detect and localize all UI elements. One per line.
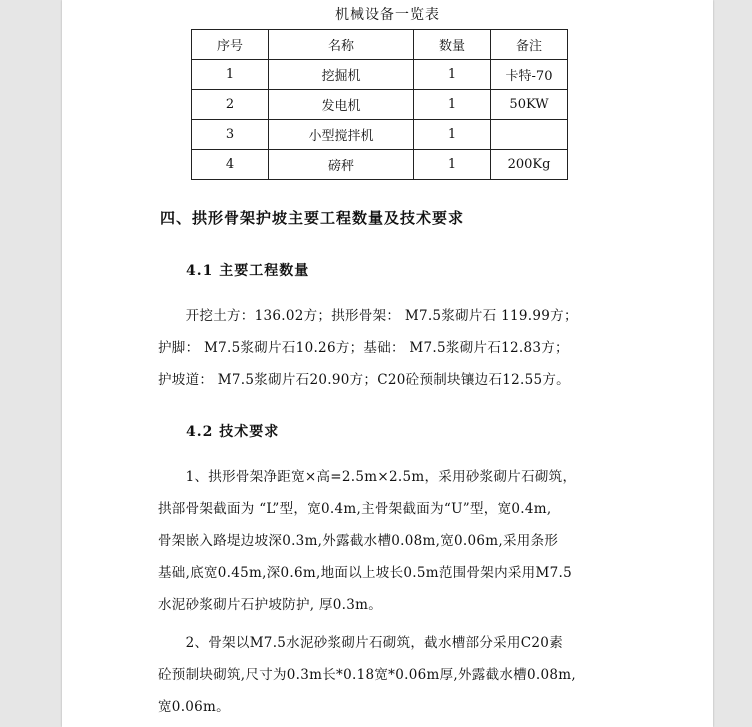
- requirement-2-paragraph: [158, 627, 598, 723]
- table-cell: [491, 120, 568, 150]
- table-header-cell: 名称: [269, 30, 414, 60]
- table-cell: 4: [192, 150, 269, 180]
- table-cell: 2: [192, 90, 269, 120]
- table-cell: 3: [192, 120, 269, 150]
- table-cell: 磅秤: [269, 150, 414, 180]
- viewer-background-right: [713, 0, 752, 727]
- table-cell: 卡特-70: [491, 60, 568, 90]
- paragraph-line: 拱部骨架截面为 “L”型，宽0.4m,主骨架截面为“U”型，宽0.4m,: [158, 501, 552, 517]
- requirement-1-paragraph: [158, 461, 598, 621]
- table-cell: 1: [414, 60, 491, 90]
- paragraph-line: 1、拱形骨架净距宽×高=2.5m×2.5m，采用砂浆砌片石砌筑，: [158, 469, 577, 485]
- paragraph-line: 宽0.06m。: [158, 699, 230, 715]
- paragraph-line: 水泥砂浆砌片石护坡防护, 厚0.3m。: [158, 597, 383, 613]
- subsection-heading-requirements: 4.2 技术要求: [186, 424, 280, 440]
- paragraph-line: 基础,底宽0.45m,深0.6m,地面以上坡长0.5m范围骨架内采用M7.5: [158, 565, 572, 581]
- table-row: [192, 90, 568, 120]
- paragraph-line: 护脚： M7.5浆砌片石10.26方；基础： M7.5浆砌片石12.83方；: [158, 340, 569, 356]
- table-row: [192, 60, 568, 90]
- table-caption: 机械设备一览表: [335, 7, 440, 23]
- paragraph-line: 骨架嵌入路堤边坡深0.3m,外露截水槽0.08m,宽0.06m,采用条形: [158, 533, 559, 549]
- table-cell: 1: [414, 150, 491, 180]
- table-header-cell: 序号: [192, 30, 269, 60]
- paragraph-line: 砼预制块砌筑,尺寸为0.3m长*0.18宽*0.06m厚,外露截水槽0.08m,: [158, 667, 576, 683]
- paragraph-line: 护坡道： M7.5浆砌片石20.90方；C20砼预制块镶边石12.55方。: [158, 372, 570, 388]
- table-header-row: [192, 30, 568, 60]
- section-heading: 四、拱形骨架护坡主要工程数量及技术要求: [160, 209, 465, 227]
- table-row: [192, 120, 568, 150]
- table-row: [192, 150, 568, 180]
- table-cell: 1: [414, 90, 491, 120]
- table-cell: 1: [192, 60, 269, 90]
- table-cell: 200Kg: [491, 150, 568, 180]
- quantities-paragraph: [158, 300, 598, 396]
- viewer-background-left: [0, 0, 62, 727]
- table-cell: 50KW: [491, 90, 568, 120]
- table-cell: 挖掘机: [269, 60, 414, 90]
- paragraph-line: 2、骨架以M7.5水泥砂浆砌片石砌筑，截水槽部分采用C20素: [158, 635, 563, 651]
- table-cell: 发电机: [269, 90, 414, 120]
- document-page: [62, 0, 713, 727]
- equipment-table: [191, 29, 568, 180]
- table-header-cell: 备注: [491, 30, 568, 60]
- table-cell: 1: [414, 120, 491, 150]
- paragraph-line: 开挖土方：136.02方；拱形骨架： M7.5浆砌片石 119.99方；: [158, 308, 578, 324]
- table-header-cell: 数量: [414, 30, 491, 60]
- subsection-heading-quantities: 4.1 主要工程数量: [186, 263, 310, 279]
- table-cell: 小型搅拌机: [269, 120, 414, 150]
